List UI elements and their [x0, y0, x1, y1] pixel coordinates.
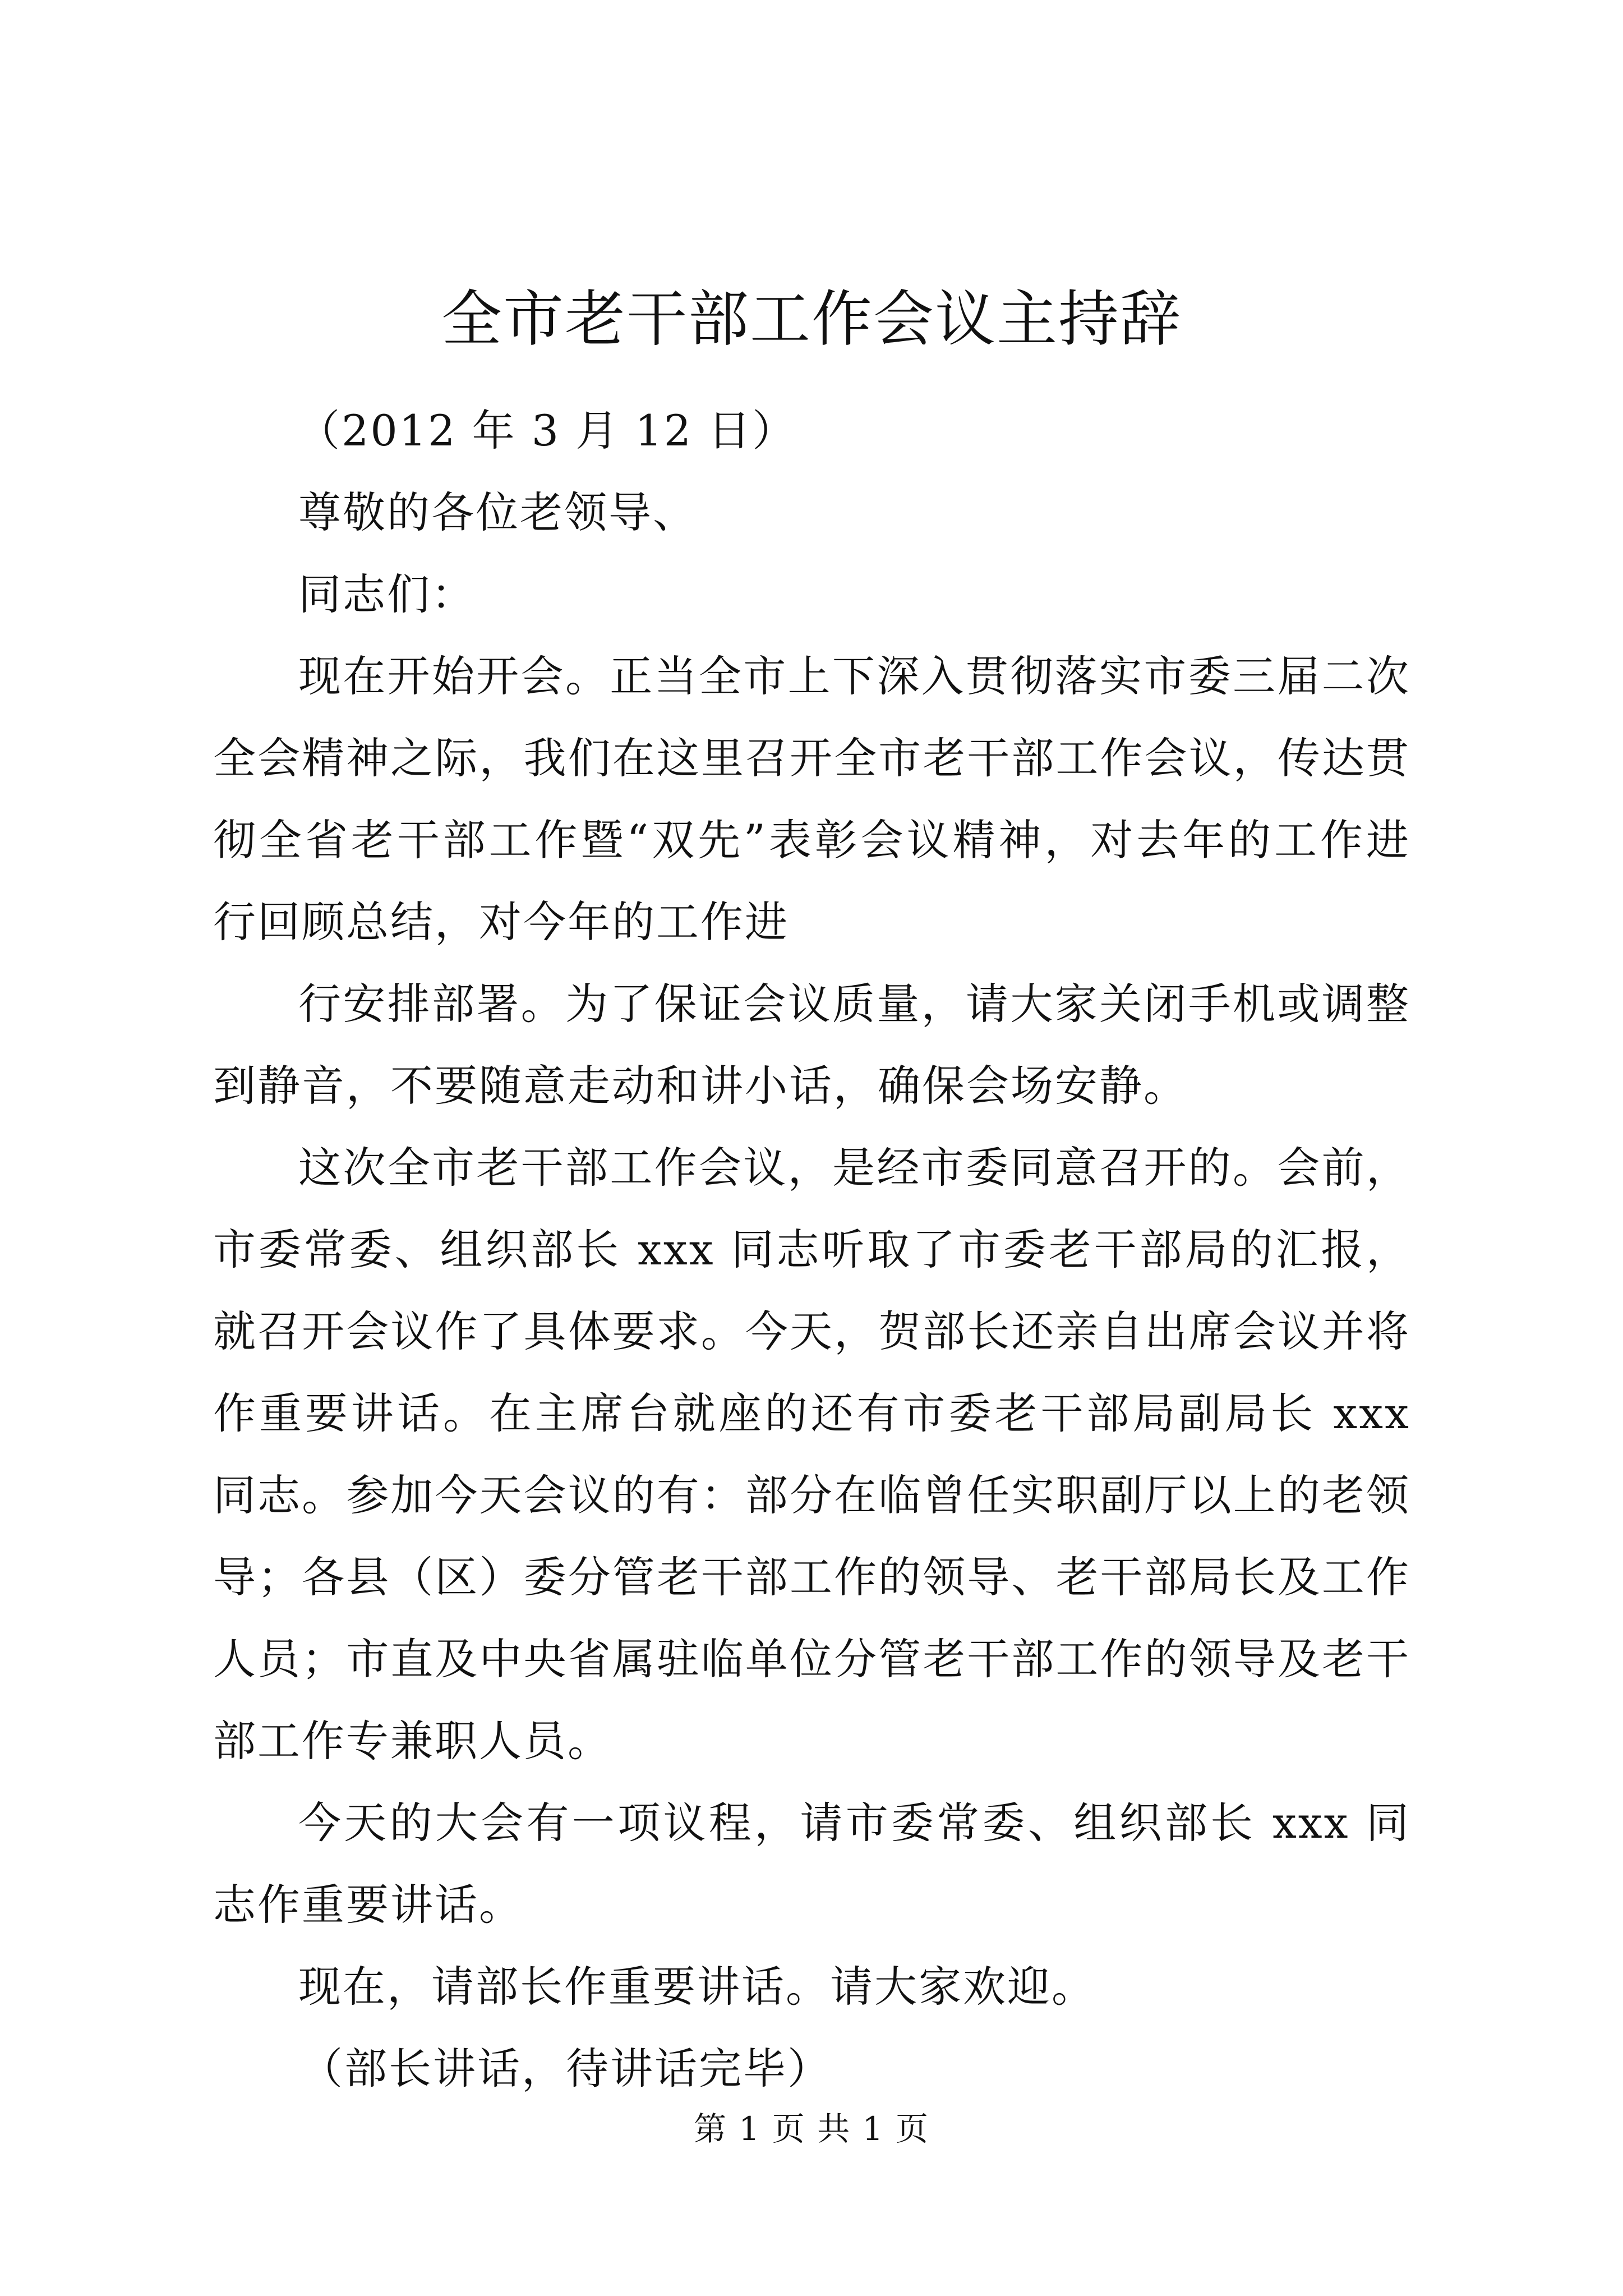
date-line: （2012 年 3 月 12 日） [297, 406, 797, 455]
page-footer: 第 1 页 共 1 页 [694, 2110, 929, 2148]
document-title: 全市老干部工作会议主持辞 [441, 284, 1182, 355]
body-paragraph: 行安排部署。为了保证会议质量，请大家关闭手机或调整到静音，不要随意走动和讲小话，确保会场安静。 [213, 979, 1410, 1111]
body-paragraph: 现在开始开会。正当全市上下深入贯彻落实市委三届二次全会精神之际，我们在这里召开全市老干部工作会议，传达贯彻全省老干部工作暨“双先”表彰会议精神，对去年的工作进行回顾总结，对今年的工作进 [213, 651, 1410, 947]
stage-direction: （部长讲话，待讲话完毕） [300, 2044, 832, 2093]
document-body [213, 390, 1410, 2110]
body-paragraph: 现在，请部长作重要讲话。请大家欢迎。 [298, 1962, 1096, 2012]
salutation-line-2: 同志们： [298, 569, 476, 619]
body-paragraph: 这次全市老干部工作会议，是经市委同意召开的。会前，市委常委、组织部长 xxx 同志听取了市委老干部局的汇报，就召开会议作了具体要求。今天，贺部长还亲自出席会议并将作重要讲话。在主席台就座的还有市委老干部局副局长 xxx 同志。参加今天会议的有：部分在临曾任实职副厅以上的老领导；各县（区）委分管老干部工作的领导、老干部局长及工作人员；市直及中央省属驻临单位分管老干部工作的领导及老干部工作专兼职人员。 [213, 1143, 1410, 1766]
salutation-line-1: 尊敬的各位老领导、 [298, 487, 697, 537]
body-paragraph: 今天的大会有一项议程，请市委常委、组织部长 xxx 同志作重要讲话。 [213, 1798, 1410, 1930]
